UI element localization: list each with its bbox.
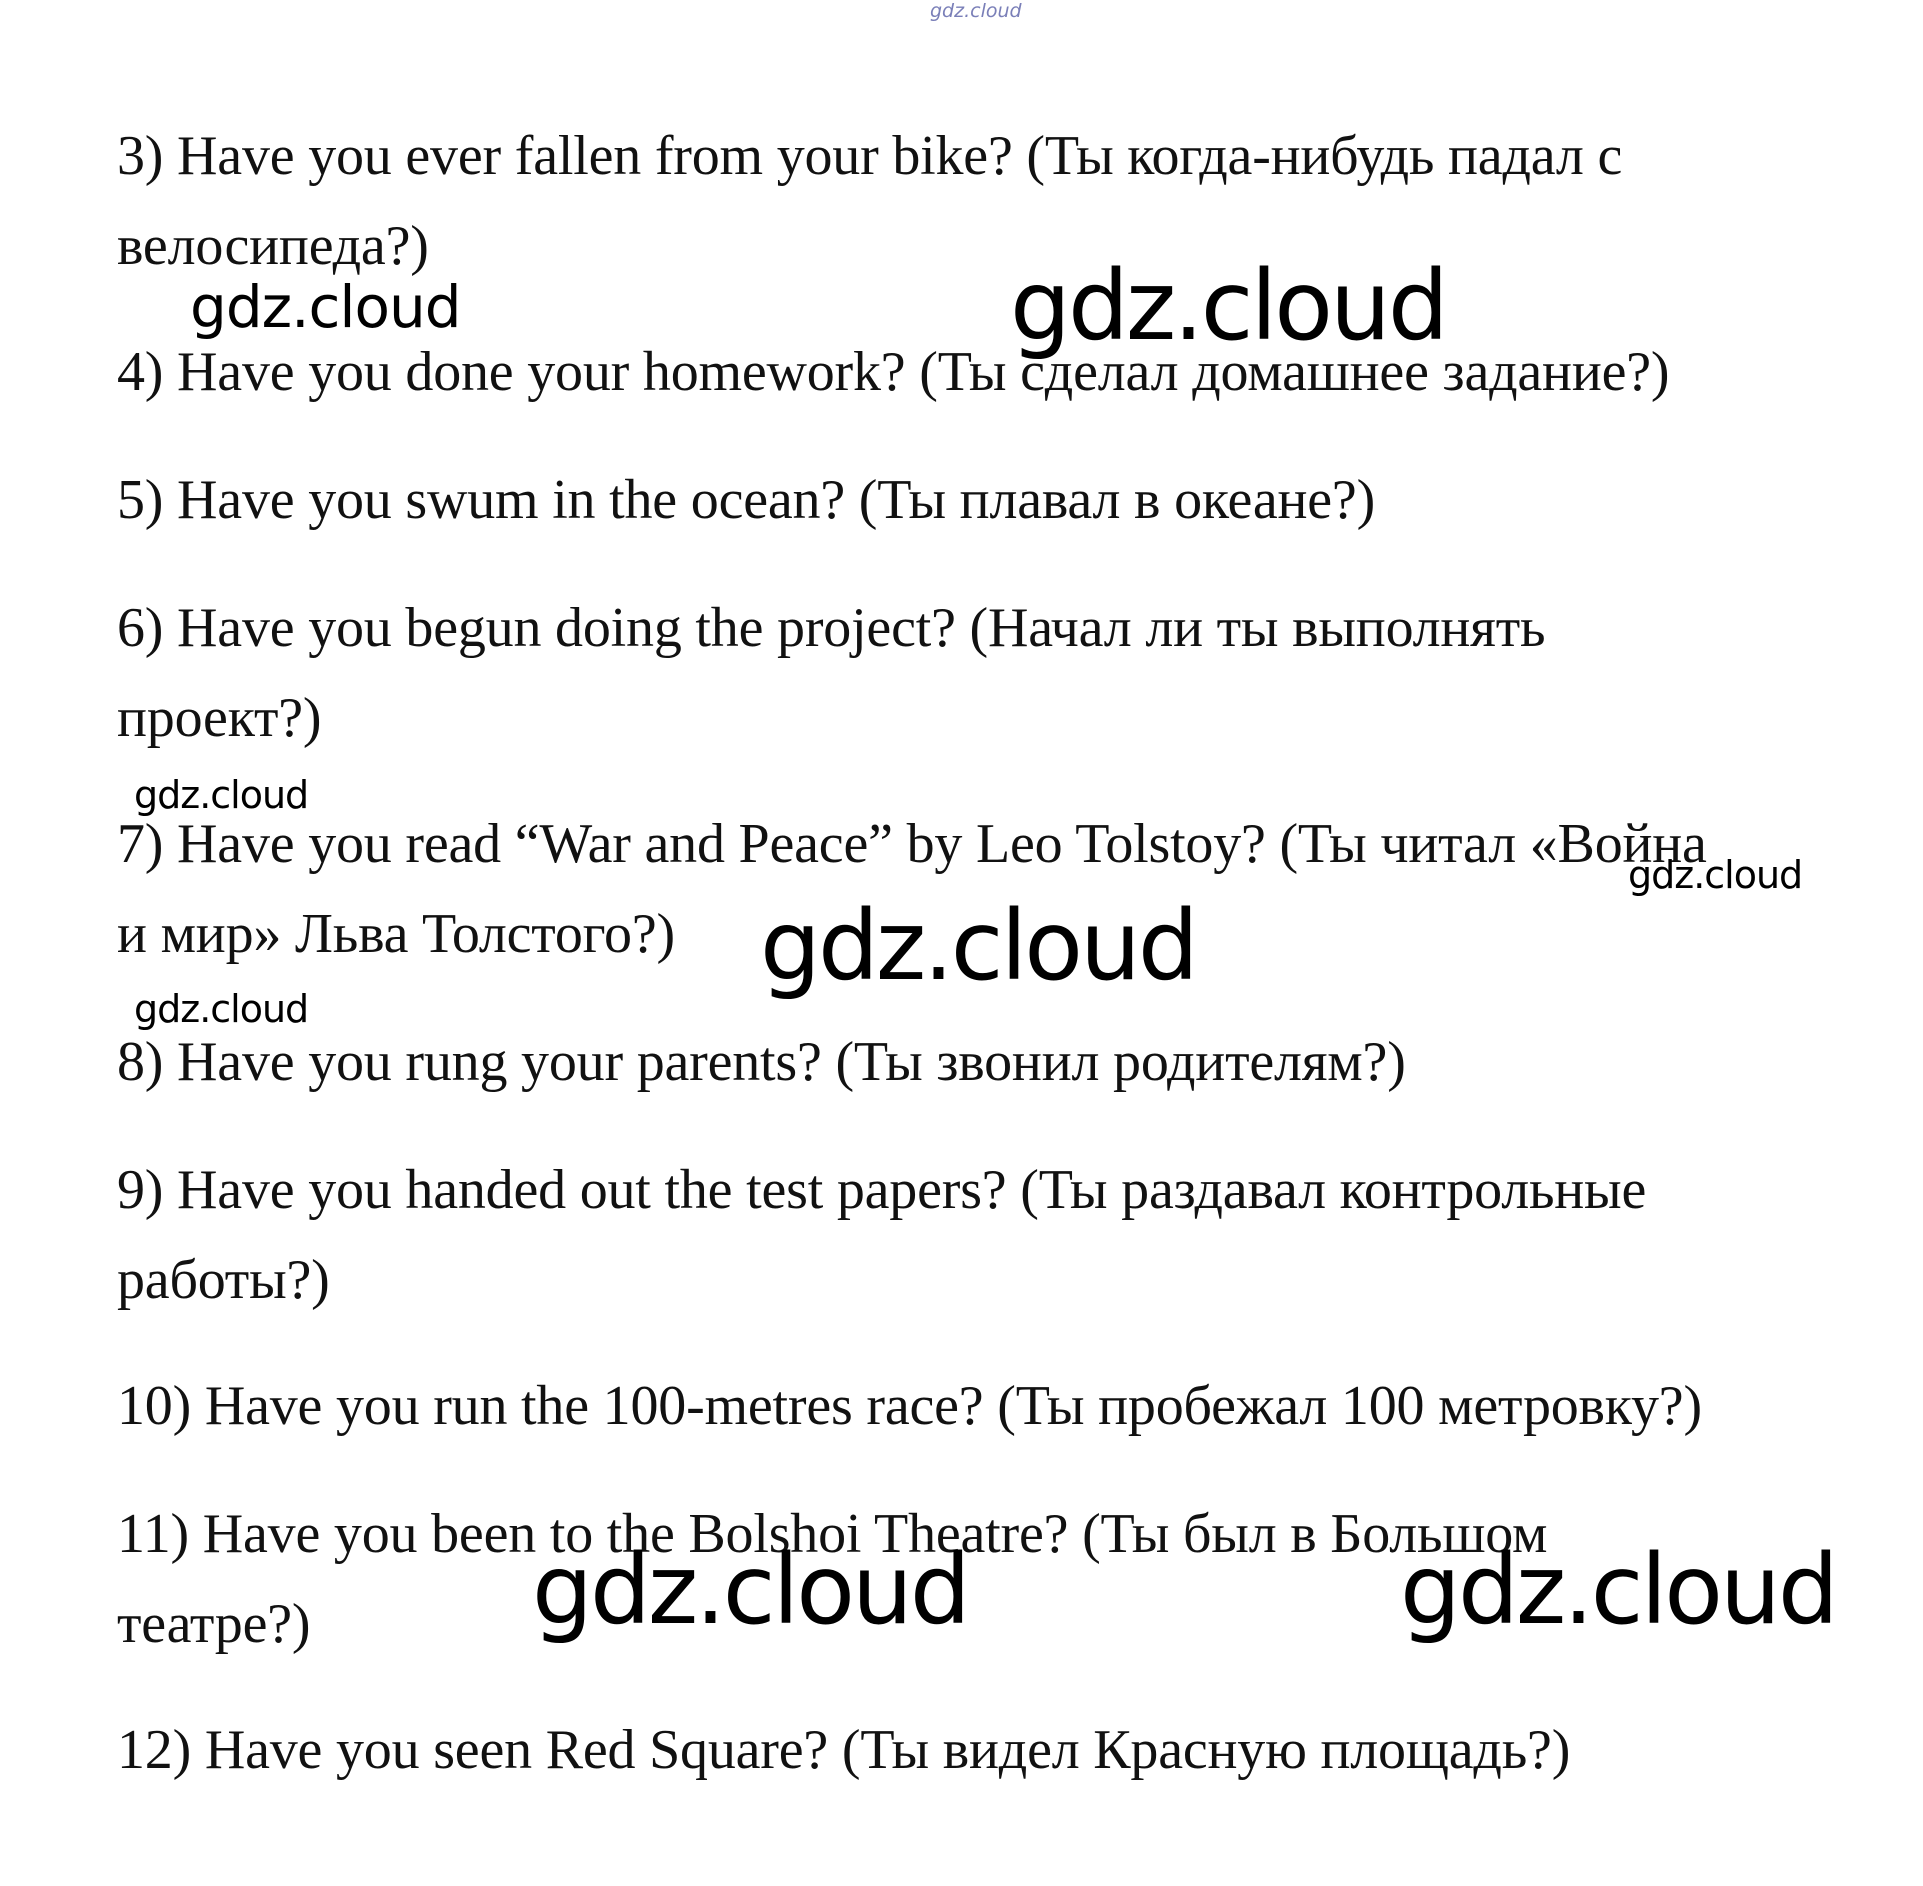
answer-6-line-1: 6) Have you begun doing the project? (Начал ли ты выполнять bbox=[117, 597, 1546, 659]
answer-7-line-2: и мир» Льва Толстого?) bbox=[117, 903, 675, 965]
watermark-large-1: gdz.cloud bbox=[1010, 250, 1446, 362]
answer-5: 5) Have you swum in the ocean? (Ты плавал в океане?) bbox=[117, 469, 1376, 531]
watermark-tiny-3: gdz.cloud bbox=[134, 987, 309, 1031]
watermark-tiny-1: gdz.cloud bbox=[134, 773, 309, 817]
watermark-tiny-2: gdz.cloud bbox=[1628, 853, 1803, 897]
answer-10: 10) Have you run the 100-metres race? (Ты пробежал 100 метровку?) bbox=[117, 1375, 1702, 1437]
watermark-large-2: gdz.cloud bbox=[760, 890, 1196, 1002]
answer-3-line-2: велосипеда?) bbox=[117, 215, 429, 277]
answer-11-line-1: 11) Have you been to the Bolshoi Theatre? (Ты был в Большом bbox=[117, 1503, 1548, 1565]
answer-12: 12) Have you seen Red Square? (Ты видел Красную площадь?) bbox=[117, 1719, 1571, 1781]
answer-3-line-1: 3) Have you ever fallen from your bike? (Ты когда-нибудь падал с bbox=[117, 125, 1623, 187]
watermark-large-4: gdz.cloud bbox=[1400, 1534, 1836, 1646]
answer-11-line-2: театре?) bbox=[117, 1593, 311, 1655]
answer-9-line-1: 9) Have you handed out the test papers? (Ты раздавал контрольные bbox=[117, 1159, 1647, 1221]
answer-9-line-2: работы?) bbox=[117, 1249, 330, 1311]
watermark-small-1: gdz.cloud bbox=[190, 273, 461, 341]
answer-8: 8) Have you rung your parents? (Ты звонил родителям?) bbox=[117, 1031, 1406, 1093]
watermark-large-3: gdz.cloud bbox=[532, 1534, 968, 1646]
header-watermark: gdz.cloud bbox=[930, 0, 1022, 22]
answer-4: 4) Have you done your homework? (Ты сделал домашнее задание?) bbox=[117, 341, 1670, 403]
answer-7-line-1: 7) Have you read “War and Peace” by Leo Tolstoy? (Ты читал «Война bbox=[117, 813, 1707, 875]
answer-6-line-2: проект?) bbox=[117, 687, 322, 749]
